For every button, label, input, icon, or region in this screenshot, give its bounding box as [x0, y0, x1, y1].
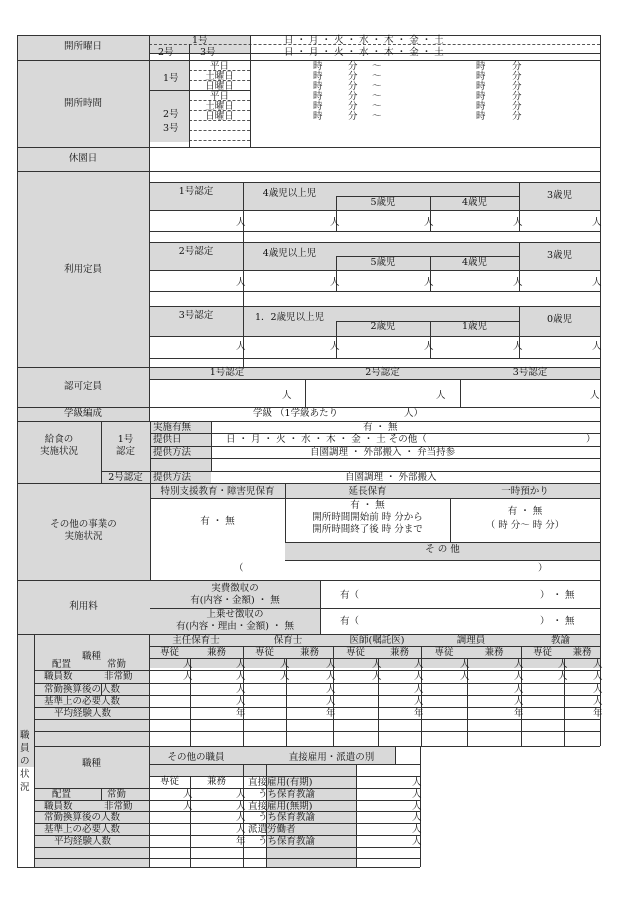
label: 主任保育士 — [172, 635, 220, 646]
rule-line — [250, 35, 251, 60]
rule-line — [150, 498, 600, 499]
label: 医師(嘱託医) — [349, 635, 405, 646]
rule-line — [34, 800, 420, 801]
persons-unit: 人 — [414, 671, 424, 682]
label: 平均経験人数 — [54, 836, 112, 847]
persons-unit: 人 — [460, 671, 470, 682]
persons-unit: 人 — [183, 659, 193, 670]
label: うち保育教諭 — [258, 836, 316, 847]
rule-line — [460, 379, 461, 407]
rule-line — [17, 171, 600, 172]
years-unit: 年 — [414, 708, 424, 719]
rule-line — [149, 336, 600, 337]
label: 配置 — [52, 789, 72, 800]
label: 3号認定 — [512, 367, 548, 378]
dual-role-label: 兼務 — [389, 647, 409, 658]
minute-unit: 分 — [348, 71, 358, 82]
label: 職種 — [81, 758, 101, 769]
dual-role-label: 兼務 — [299, 647, 319, 658]
persons-unit: 人 — [412, 824, 422, 835]
days-line-2: 日 ・ 月 ・ 火 ・ 水 ・ 木 ・ 金 ・ 土 — [284, 47, 444, 58]
rule-line — [356, 764, 357, 867]
side-label-char: 状 — [20, 769, 30, 780]
persons-unit: 人 — [592, 217, 602, 228]
persons-unit: 人 — [593, 684, 603, 695]
label: 1号 — [117, 434, 134, 445]
persons-unit: 人 — [236, 789, 246, 800]
day-type-label: 日曜日 — [205, 81, 234, 92]
persons-unit: 人 — [460, 659, 470, 670]
rule-line — [149, 270, 600, 271]
persons-unit: 人 — [514, 659, 524, 670]
persons-unit: 人 — [236, 801, 246, 812]
persons-unit: 人 — [412, 812, 422, 823]
persons-unit: 人 — [558, 671, 568, 682]
rule-line — [305, 379, 306, 407]
rule-line — [149, 291, 600, 292]
full-time-label: 専従 — [345, 647, 365, 658]
minute-unit: 分 — [512, 61, 522, 72]
label: 派遣労働者 — [248, 824, 296, 835]
label: 上乗せ徴収の — [206, 609, 264, 620]
label: 実費徴収の — [211, 583, 259, 594]
rule-line — [17, 421, 600, 422]
cert-label: 2号認定 — [178, 246, 214, 257]
label: 日 ・ 月 ・ 火 ・ 水 ・ 木 ・ 金 ・ 土 その他（ — [226, 434, 427, 445]
label: 2号 — [158, 47, 174, 58]
rule-line — [149, 231, 600, 232]
rule-line — [285, 542, 600, 543]
label: その他の事業の — [50, 519, 117, 530]
age-group-label: 4歳児以上児 — [262, 248, 317, 259]
persons-unit: 人 — [236, 217, 246, 228]
approved-capacity-label: 認可定員 — [63, 381, 102, 392]
rule-line — [150, 421, 151, 580]
label: 人） — [404, 408, 424, 419]
persons-unit: 人 — [330, 341, 340, 352]
persons-unit: 人 — [414, 696, 424, 707]
hour-unit: 時 — [476, 101, 486, 112]
rule-line — [17, 867, 420, 868]
label: 常勤 — [107, 659, 127, 670]
hour-unit: 時 — [313, 81, 323, 92]
persons-unit: 人 — [412, 777, 422, 788]
dual-role-label: 兼務 — [572, 647, 592, 658]
label: 教諭 — [550, 635, 570, 646]
minute-unit: 分 — [512, 71, 522, 82]
rule-line — [149, 306, 600, 307]
age-group-label: 1．2歳児以上児 — [254, 312, 325, 323]
years-unit: 年 — [326, 708, 336, 719]
minute-unit: 分 — [348, 101, 358, 112]
persons-unit: 人 — [513, 217, 523, 228]
hour-unit: 時 — [476, 111, 486, 122]
rule-line — [189, 130, 250, 131]
label: その他の職員 — [167, 752, 225, 763]
persons-unit: 人 — [236, 671, 246, 682]
persons-unit: 人 — [412, 836, 422, 847]
label: 開所時間終了後 時 分まで — [312, 524, 423, 535]
label: 有 ・ 無 — [363, 422, 398, 433]
rule-line — [149, 182, 600, 183]
label: 3号 — [200, 47, 216, 58]
persons-unit: 人 — [513, 341, 523, 352]
label: 職員数 — [44, 671, 73, 682]
label: うち保育教諭 — [258, 789, 316, 800]
cert-label: 1号認定 — [178, 186, 214, 197]
label: 有（ — [340, 616, 360, 627]
minute-unit: 分 — [512, 91, 522, 102]
minute-unit: 分 — [348, 61, 358, 72]
tilde: ～ — [372, 91, 382, 102]
label: 有 ・ 無 — [350, 500, 385, 511]
persons-unit: 人 — [514, 671, 524, 682]
full-time-label: 専従 — [159, 647, 179, 658]
label: 専従 — [159, 776, 179, 787]
full-time-label: 専従 — [434, 647, 454, 658]
label: ） ・ 無 — [540, 590, 575, 601]
label: 基準上の必要人数 — [44, 824, 121, 835]
age-label: 4歳児 — [461, 257, 488, 268]
tilde: ～ — [372, 81, 382, 92]
rule-line — [149, 35, 150, 171]
minute-unit: 分 — [512, 81, 522, 92]
hour-unit: 時 — [313, 111, 323, 122]
label: 常勤換算後の人数 — [44, 684, 121, 695]
fees-label: 利用料 — [69, 601, 98, 612]
rule-line — [149, 379, 600, 380]
dual-role-label: 兼務 — [206, 647, 226, 658]
persons-unit: 人 — [513, 277, 523, 288]
label: 開所時間開始前 時 分から — [312, 512, 423, 523]
persons-unit: 人 — [236, 812, 246, 823]
age-label: 5歳児 — [370, 197, 396, 208]
persons-unit: 人 — [280, 659, 290, 670]
label: 学級 （1学級あたり — [253, 408, 339, 419]
label: 自園調理 ・ 外部搬入 — [345, 472, 437, 483]
label: 認定 — [115, 446, 135, 457]
label: 保育士 — [273, 635, 303, 646]
hour-unit: 時 — [313, 91, 323, 102]
rule-line — [149, 358, 600, 359]
hour-unit: 時 — [313, 101, 323, 112]
persons-unit: 人 — [372, 659, 382, 670]
rule-line — [243, 182, 244, 367]
rule-line — [17, 580, 600, 581]
age-label: 3歳児 — [546, 250, 573, 261]
years-unit: 年 — [593, 708, 603, 719]
label: 直接雇用・派遣の別 — [288, 752, 375, 763]
label: 常勤 — [107, 789, 127, 800]
persons-unit: 人 — [282, 390, 292, 401]
tilde: ～ — [372, 71, 382, 82]
day-type-label: 日曜日 — [205, 111, 234, 122]
label: 有（ — [340, 590, 360, 601]
persons-unit: 人 — [372, 671, 382, 682]
label: 1号認定 — [209, 367, 245, 378]
label: 給食の — [44, 434, 74, 445]
label: 有 ・ 無 — [200, 516, 235, 527]
label: 非常勤 — [104, 801, 133, 812]
label: 1号 — [192, 35, 208, 46]
persons-unit: 人 — [412, 789, 422, 800]
dual-role-label: 兼務 — [484, 647, 504, 658]
age-label: 3歳児 — [546, 190, 573, 201]
rule-line — [101, 788, 102, 800]
label: そ の 他 — [425, 544, 460, 555]
rule-line — [285, 560, 600, 561]
day-type-label: 平日 — [209, 61, 229, 72]
label: 調理員 — [456, 635, 486, 646]
full-time-label: 専従 — [254, 647, 274, 658]
persons-unit: 人 — [280, 671, 290, 682]
persons-unit: 人 — [593, 659, 603, 670]
persons-unit: 人 — [236, 696, 246, 707]
rule-line — [34, 634, 35, 867]
persons-unit: 人 — [558, 659, 568, 670]
label: ） — [586, 434, 596, 445]
days-line-1: 日 ・ 月 ・ 火 ・ 水 ・ 木 ・ 金 ・ 土 — [284, 35, 444, 46]
persons-unit: 人 — [236, 824, 246, 835]
persons-unit: 人 — [236, 684, 246, 695]
label: 基準上の必要人数 — [44, 696, 121, 707]
persons-unit: 人 — [424, 277, 434, 288]
label: 提供方法 — [153, 472, 192, 483]
age-label: 5歳児 — [370, 257, 396, 268]
hour-unit: 時 — [476, 81, 486, 92]
minute-unit: 分 — [348, 111, 358, 122]
years-unit: 年 — [236, 836, 246, 847]
rule-line — [149, 210, 600, 211]
hour-unit: 時 — [476, 61, 486, 72]
persons-unit: 人 — [326, 671, 336, 682]
label: 職種 — [81, 651, 101, 662]
age-group-label: 4歳児以上児 — [262, 188, 317, 199]
rule-line — [34, 788, 420, 789]
label: 実施状況 — [64, 531, 103, 542]
persons-unit: 人 — [414, 659, 424, 670]
label: うち保育教諭 — [258, 812, 316, 823]
label: 2号 — [163, 109, 179, 120]
age-label: 2歳児 — [370, 321, 396, 332]
persons-unit: 人 — [326, 696, 336, 707]
hour-unit: 時 — [476, 71, 486, 82]
label: ） ・ 無 — [540, 616, 575, 627]
cert-label: 3号認定 — [178, 310, 214, 321]
persons-unit: 人 — [326, 659, 336, 670]
tilde: ～ — [372, 111, 382, 122]
persons-unit: 人 — [424, 341, 434, 352]
label: 常勤換算後の人数 — [44, 812, 121, 823]
capacity-label: 利用定員 — [63, 264, 102, 275]
label: 提供方法 — [153, 447, 192, 458]
persons-unit: 人 — [326, 684, 336, 695]
label: 非常勤 — [104, 671, 133, 682]
persons-unit: 人 — [183, 789, 193, 800]
minute-unit: 分 — [348, 91, 358, 102]
persons-unit: 人 — [436, 390, 446, 401]
persons-unit: 人 — [590, 390, 600, 401]
years-unit: 年 — [236, 708, 246, 719]
day-type-label: 平日 — [209, 91, 229, 102]
persons-unit: 人 — [330, 277, 340, 288]
rule-line — [189, 140, 250, 141]
side-label-char: の — [20, 756, 30, 767]
persons-unit: 人 — [593, 696, 603, 707]
years-unit: 年 — [514, 708, 524, 719]
rule-line — [320, 580, 321, 634]
rule-line — [149, 242, 600, 243]
persons-unit: 人 — [593, 671, 603, 682]
label: ） — [538, 563, 548, 574]
persons-unit: 人 — [236, 659, 246, 670]
hour-unit: 時 — [476, 91, 486, 102]
rule-line — [34, 731, 600, 732]
label: 平均経験人数 — [54, 708, 112, 719]
hour-unit: 時 — [313, 71, 323, 82]
age-label: 0歳児 — [546, 314, 573, 325]
persons-unit: 人 — [424, 217, 434, 228]
rule-line — [149, 764, 420, 765]
label: 提供日 — [153, 434, 182, 445]
persons-unit: 人 — [414, 684, 424, 695]
rule-line — [34, 746, 600, 747]
minute-unit: 分 — [512, 101, 522, 112]
label: 一時預かり — [501, 486, 549, 497]
label: 2号認定 — [108, 472, 143, 483]
label: （ 時 分～ 時 分） — [485, 520, 565, 531]
persons-unit: 人 — [236, 277, 246, 288]
label: 有(内容・理由・金額) ・ 無 — [176, 621, 294, 632]
label: 特別支援教育・障害児保育 — [160, 486, 275, 497]
label: 有(内容・金額) ・ 無 — [190, 595, 280, 606]
label: 実施状況 — [39, 446, 78, 457]
label: 2号認定 — [365, 367, 400, 378]
persons-unit: 人 — [514, 696, 524, 707]
side-label-char: 況 — [20, 782, 30, 793]
rule-line — [211, 421, 212, 471]
label: 直接雇用(無期) — [248, 801, 313, 812]
persons-unit: 人 — [412, 801, 422, 812]
minute-unit: 分 — [512, 111, 522, 122]
label: 1号 — [163, 73, 179, 84]
opening-days-label: 開所曜日 — [63, 41, 102, 52]
tilde: ～ — [372, 101, 382, 112]
opening-hours-label: 開所時間 — [63, 98, 102, 109]
label: 配置 — [52, 659, 72, 670]
persons-unit: 人 — [514, 684, 524, 695]
day-type-label: 土曜日 — [205, 101, 234, 112]
rule-line — [34, 858, 420, 859]
rule-line — [149, 634, 150, 867]
hour-unit: 時 — [313, 61, 323, 72]
persons-unit: 人 — [592, 277, 602, 288]
label: 兼務 — [206, 776, 226, 787]
rule-line — [250, 60, 251, 147]
label: 延長保育 — [348, 486, 387, 497]
label: 自園調理 ・ 外部搬入 ・ 弁当持参 — [310, 447, 456, 458]
persons-unit: 人 — [183, 801, 193, 812]
label: 3号 — [163, 123, 179, 134]
label: 職員数 — [44, 801, 73, 812]
persons-unit: 人 — [330, 217, 340, 228]
label: （ — [234, 563, 244, 574]
side-label-char: 職 — [20, 730, 30, 741]
persons-unit: 人 — [592, 341, 602, 352]
full-time-label: 専従 — [532, 647, 552, 658]
minute-unit: 分 — [348, 81, 358, 92]
rule-line — [17, 147, 600, 148]
label: 直接雇用(有期) — [248, 777, 313, 788]
rule-line — [189, 44, 190, 60]
day-type-label: 土曜日 — [205, 71, 234, 82]
side-label-char: 員 — [20, 743, 30, 754]
rule-line — [149, 171, 150, 421]
age-label: 1歳児 — [461, 321, 488, 332]
label: 実施有無 — [153, 422, 192, 433]
rule-line — [600, 35, 601, 746]
age-label: 4歳児 — [461, 197, 488, 208]
class-org-label: 学級編成 — [63, 408, 102, 419]
closed-days-label: 休園日 — [68, 153, 98, 164]
persons-unit: 人 — [183, 671, 193, 682]
label: 有 ・ 無 — [507, 506, 543, 517]
tilde: ～ — [372, 61, 382, 72]
persons-unit: 人 — [236, 341, 246, 352]
